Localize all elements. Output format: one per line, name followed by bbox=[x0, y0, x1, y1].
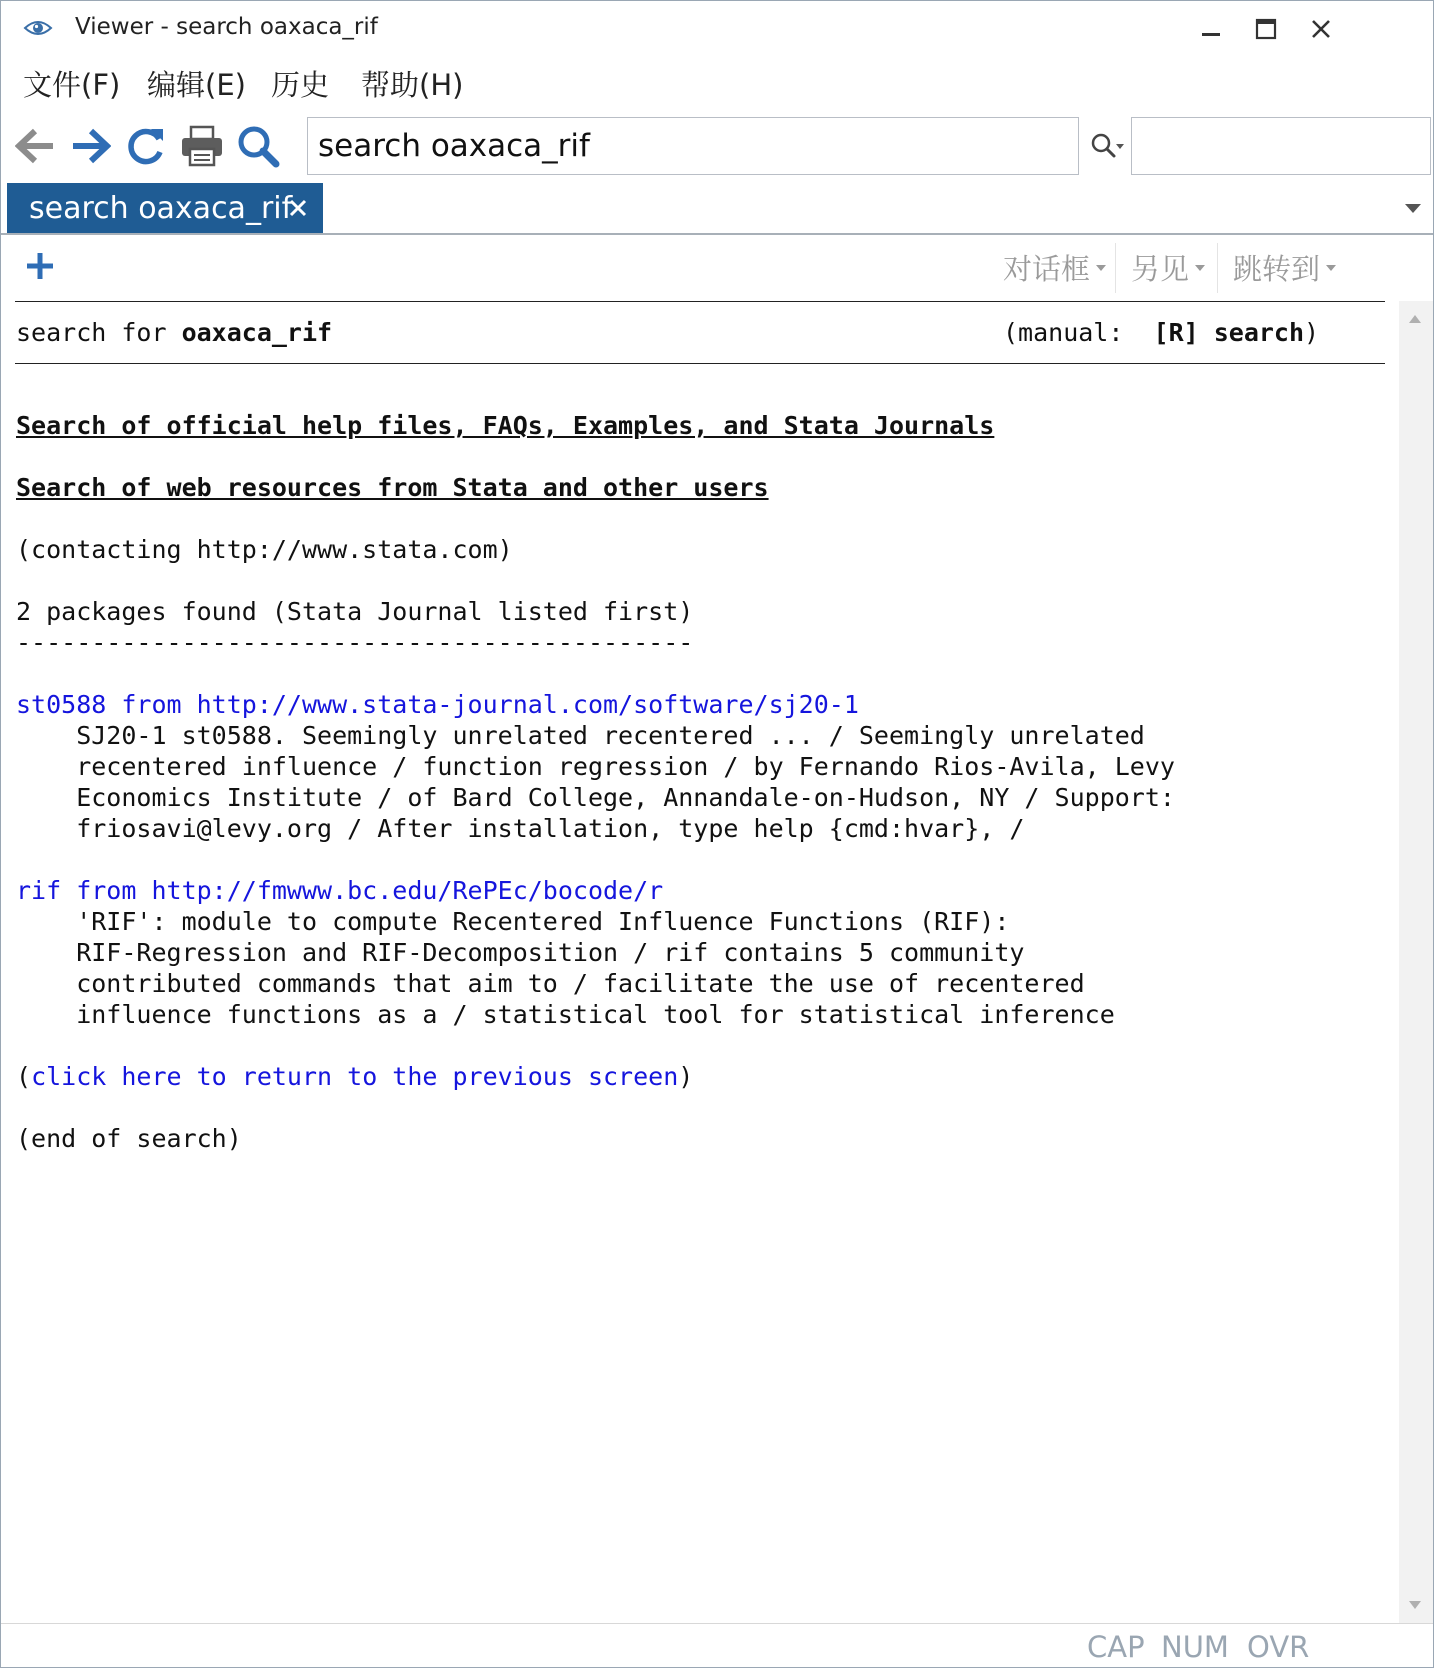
chevron-down-icon bbox=[1096, 265, 1106, 271]
sub-toolbar bbox=[1, 235, 1433, 301]
find-input[interactable] bbox=[1131, 117, 1431, 175]
manual-prefix: (manual: bbox=[1003, 318, 1154, 347]
search-button[interactable] bbox=[233, 121, 283, 171]
command-input[interactable] bbox=[307, 117, 1079, 175]
tab-search-oaxaca-rif[interactable] bbox=[7, 183, 323, 233]
web-search-heading[interactable]: Search of web resources from Stata and other users bbox=[16, 473, 769, 502]
chevron-down-icon bbox=[1326, 265, 1336, 271]
package-description-line: friosavi@levy.org / After installation, type help {cmd:hvar}, / bbox=[16, 814, 1025, 843]
title-bar bbox=[1, 1, 1433, 57]
arrow-right-icon bbox=[69, 127, 111, 165]
search-icon bbox=[236, 124, 280, 168]
find-dropdown-button[interactable] bbox=[1085, 121, 1129, 171]
caps-lock-indicator: CAP bbox=[1087, 1630, 1145, 1664]
dialog-menu[interactable] bbox=[1003, 247, 1106, 288]
return-close-paren: ) bbox=[678, 1062, 694, 1091]
menu-history[interactable]: 历史 bbox=[271, 68, 330, 102]
printer-icon bbox=[180, 125, 224, 167]
separator-dashes: --------------------------------------------- bbox=[16, 628, 694, 657]
return-line bbox=[16, 1061, 693, 1092]
official-search-heading[interactable]: Search of official help files, FAQs, Examples, and Stata Journals bbox=[16, 411, 995, 440]
menu-file[interactable]: 文件(F) bbox=[23, 68, 121, 102]
scroll-down-arrow-icon[interactable] bbox=[1409, 1601, 1421, 1609]
package-description-line: 'RIF': module to compute Recentered Influence Functions (RIF): bbox=[16, 907, 1010, 936]
dialog-menu-label: 对话框 bbox=[1003, 252, 1091, 286]
print-button[interactable] bbox=[177, 121, 227, 171]
maximize-button[interactable] bbox=[1246, 11, 1286, 47]
minimize-button[interactable] bbox=[1191, 11, 1231, 47]
find-icon bbox=[1089, 131, 1125, 161]
search-header-prefix: search for bbox=[16, 318, 182, 347]
chevron-down-icon bbox=[1404, 202, 1422, 214]
eye-icon bbox=[23, 15, 53, 41]
divider bbox=[15, 301, 1385, 302]
plus-icon bbox=[25, 251, 55, 281]
menu-bar bbox=[1, 57, 1433, 113]
toolbar bbox=[1, 113, 1433, 179]
package-description-line: RIF-Regression and RIF-Decomposition / rif contains 5 community bbox=[16, 938, 1025, 967]
tab-close-button[interactable] bbox=[283, 191, 313, 225]
tab-strip bbox=[1, 181, 1433, 235]
close-icon bbox=[288, 198, 308, 218]
vertical-scrollbar[interactable] bbox=[1399, 301, 1433, 1623]
maximize-icon bbox=[1255, 18, 1277, 40]
end-of-search-text: (end of search) bbox=[16, 1124, 242, 1153]
overwrite-indicator: OVR bbox=[1247, 1630, 1310, 1664]
package-description-line: recentered influence / function regression / by Fernando Rios-Avila, Levy bbox=[16, 752, 1175, 781]
minimize-icon bbox=[1200, 18, 1222, 40]
close-icon bbox=[1310, 18, 1332, 40]
package-rif-link[interactable]: rif from http://fmwww.bc.edu/RePEc/bocode/r bbox=[16, 876, 664, 905]
window-title: Viewer - search oaxaca_rif bbox=[75, 14, 378, 40]
forward-button[interactable] bbox=[65, 121, 115, 171]
menu-edit[interactable]: 编辑(E) bbox=[147, 68, 246, 102]
divider bbox=[15, 363, 1385, 364]
package-st0588-link[interactable]: st0588 from http://www.stata-journal.com/software/sj20-1 bbox=[16, 690, 859, 719]
jump-to-menu-label: 跳转到 bbox=[1233, 252, 1321, 286]
refresh-button[interactable] bbox=[121, 121, 171, 171]
divider bbox=[1115, 243, 1116, 293]
return-link[interactable]: click here to return to the previous screen bbox=[31, 1062, 679, 1091]
back-button[interactable] bbox=[11, 121, 61, 171]
chevron-down-icon bbox=[1195, 265, 1205, 271]
refresh-icon bbox=[125, 125, 167, 167]
return-open-paren: ( bbox=[16, 1062, 32, 1091]
close-window-button[interactable] bbox=[1301, 11, 1341, 47]
tab-label: search oaxaca_rif bbox=[29, 190, 293, 226]
contacting-text: (contacting http://www.stata.com) bbox=[16, 535, 513, 564]
viewer-content bbox=[1, 301, 1399, 1623]
jump-to-menu[interactable] bbox=[1233, 247, 1336, 288]
divider bbox=[1217, 243, 1218, 293]
package-description-line: contributed commands that aim to / facilitate the use of recentered bbox=[16, 969, 1085, 998]
search-term: oaxaca_rif bbox=[181, 318, 333, 347]
package-description-line: Economics Institute / of Bard College, Annandale-on-Hudson, NY / Support: bbox=[16, 783, 1175, 812]
search-header bbox=[16, 317, 332, 348]
also-see-menu[interactable] bbox=[1131, 247, 1205, 288]
package-description-line: influence functions as a / statistical tool for statistical inference bbox=[16, 1000, 1115, 1029]
num-lock-indicator: NUM bbox=[1161, 1630, 1229, 1664]
tab-list-dropdown[interactable] bbox=[1401, 199, 1425, 217]
arrow-left-icon bbox=[15, 127, 57, 165]
manual-reference bbox=[1003, 317, 1319, 348]
status-bar bbox=[1, 1623, 1433, 1668]
package-description-line: SJ20-1 st0588. Seemingly unrelated recentered ... / Seemingly unrelated bbox=[16, 721, 1145, 750]
scroll-up-arrow-icon[interactable] bbox=[1409, 315, 1421, 323]
manual-link[interactable]: [R] search bbox=[1153, 318, 1305, 347]
also-see-menu-label: 另见 bbox=[1131, 252, 1190, 286]
add-button[interactable] bbox=[21, 247, 59, 285]
packages-found-text: 2 packages found (Stata Journal listed first) bbox=[16, 597, 694, 626]
menu-help[interactable]: 帮助(H) bbox=[361, 68, 464, 102]
manual-suffix: ) bbox=[1304, 318, 1320, 347]
